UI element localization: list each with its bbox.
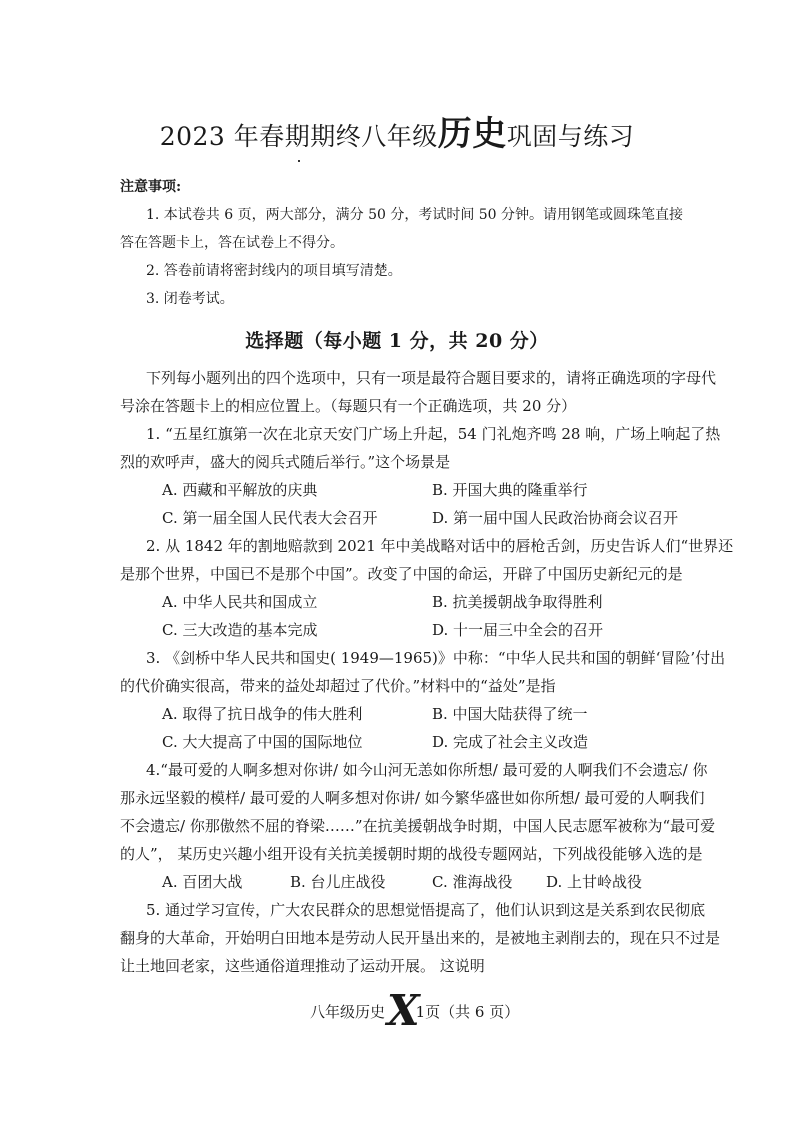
stray-dot <box>298 160 300 162</box>
question-4-stem: 那永远坚毅的模样/ 最可爱的人啊多想对你讲/ 如今繁华盛世如你所想/ 最可爱的人啊我们 <box>120 789 705 807</box>
note-line: 3. 闭卷考试。 <box>146 291 234 307</box>
question-3-option-c: C. 大大提高了中国的国际地位 <box>162 733 363 751</box>
question-2-option-d: D. 十一届三中全会的召开 <box>432 621 604 639</box>
question-5-stem: 让土地回老家，这些通俗道理推动了运动开展。 这说明 <box>120 957 485 975</box>
question-4-option-a: A. 百团大战 <box>162 873 243 891</box>
note-line: 1. 本试卷共 6 页，两大部分，满分 50 分，考试时间 50 分钟。请用钢笔或圆珠笔直接 <box>146 207 684 223</box>
page-footer <box>310 986 519 1035</box>
question-3-option-d: D. 完成了社会主义改造 <box>432 733 589 751</box>
question-4-stem: 的人”， 某历史兴趣小组开设有关抗美援朝时期的战役专题网站，下列战役能够入选的是 <box>120 845 703 863</box>
section-title: 选择题（每小题 1 分，共 20 分） <box>245 330 549 352</box>
question-4-option-b: B. 台儿庄战役 <box>290 873 386 891</box>
footer-prefix: 八年级历史 <box>310 1003 386 1021</box>
note-line: 2. 答卷前请将密封线内的项目填写清楚。 <box>146 263 402 279</box>
question-4-option-c: C. 淮海战役 <box>432 873 513 891</box>
question-3-stem: 的代价确实很高，带来的益处却超过了代价。”材料中的“益处”是指 <box>120 677 556 695</box>
question-1-option-c: C. 第一届全国人民代表大会召开 <box>162 509 378 527</box>
notes-heading: 注意事项: <box>120 179 182 195</box>
exam-title <box>0 106 794 155</box>
question-4-stem: 4.“最可爱的人啊多想对你讲/ 如今山河无恙如你所想/ 最可爱的人啊我们不会遗忘/ 你 <box>146 761 708 779</box>
question-3-option-a: A. 取得了抗日战争的伟大胜利 <box>162 705 363 723</box>
question-3-stem: 3. 《剑桥中华人民共和国史( 1949—1965)》中称：“中华人民共和国的朝鲜‘冒险’付出 <box>146 649 726 667</box>
section-intro-line: 下列每小题列出的四个选项中，只有一项是最符合题目要求的，请将正确选项的字母代 <box>146 369 717 387</box>
question-1-stem: 烈的欢呼声，盛大的阅兵式随后举行。”这个场景是 <box>120 453 451 471</box>
question-2-option-a: A. 中华人民共和国成立 <box>162 593 318 611</box>
title-suffix: 巩固与练习 <box>506 122 635 151</box>
question-1-option-d: D. 第一届中国人民政治协商会议召开 <box>432 509 679 527</box>
section-intro-line: 号涂在答题卡上的相应位置上。（每题只有一个正确选项，共 20 分） <box>120 397 577 415</box>
question-1-option-b: B. 开国大典的隆重举行 <box>432 481 588 499</box>
question-3-option-b: B. 中国大陆获得了统一 <box>432 705 588 723</box>
title-subject: 历史 <box>437 114 507 154</box>
question-5-stem: 5. 通过学习宣传，广大农民群众的思想觉悟提高了，他们认识到这是关系到农民彻底 <box>146 901 706 919</box>
question-5-stem: 翻身的大革命，开始明白田地本是劳动人民开垦出来的，是被地主剥削去的，现在只不过是 <box>120 929 721 947</box>
question-2-option-c: C. 三大改造的基本完成 <box>162 621 318 639</box>
question-4-option-d: D. 上甘岭战役 <box>546 873 643 891</box>
question-2-option-b: B. 抗美援朝战争取得胜利 <box>432 593 603 611</box>
question-1-stem: 1. “五星红旗第一次在北京天安门广场上升起，54 门礼炮齐鸣 28 响，广场上响起了热 <box>146 425 721 443</box>
question-1-option-a: A. 西藏和平解放的庆典 <box>162 481 318 499</box>
question-2-stem: 2. 从 1842 年的割地赔款到 2021 年中美战略对话中的唇枪舌剑，历史告诉人们“世界还 <box>146 537 734 555</box>
question-2-stem: 是那个世界，中国已不是那个中国”。改变了中国的命运，开辟了中国历史新纪元的是 <box>120 565 683 583</box>
handwritten-x-mark: X <box>387 986 420 1035</box>
question-4-stem: 不会遗忘/ 你那傲然不屈的脊梁……”在抗美援朝战争时期，中国人民志愿军被称为“最可爱 <box>120 817 716 835</box>
title-prefix: 2023 年春期期终八年级 <box>159 122 438 151</box>
note-line: 答在答题卡上，答在试卷上不得分。 <box>120 235 344 251</box>
footer-page-count: 1页（共 6 页） <box>415 1003 520 1021</box>
